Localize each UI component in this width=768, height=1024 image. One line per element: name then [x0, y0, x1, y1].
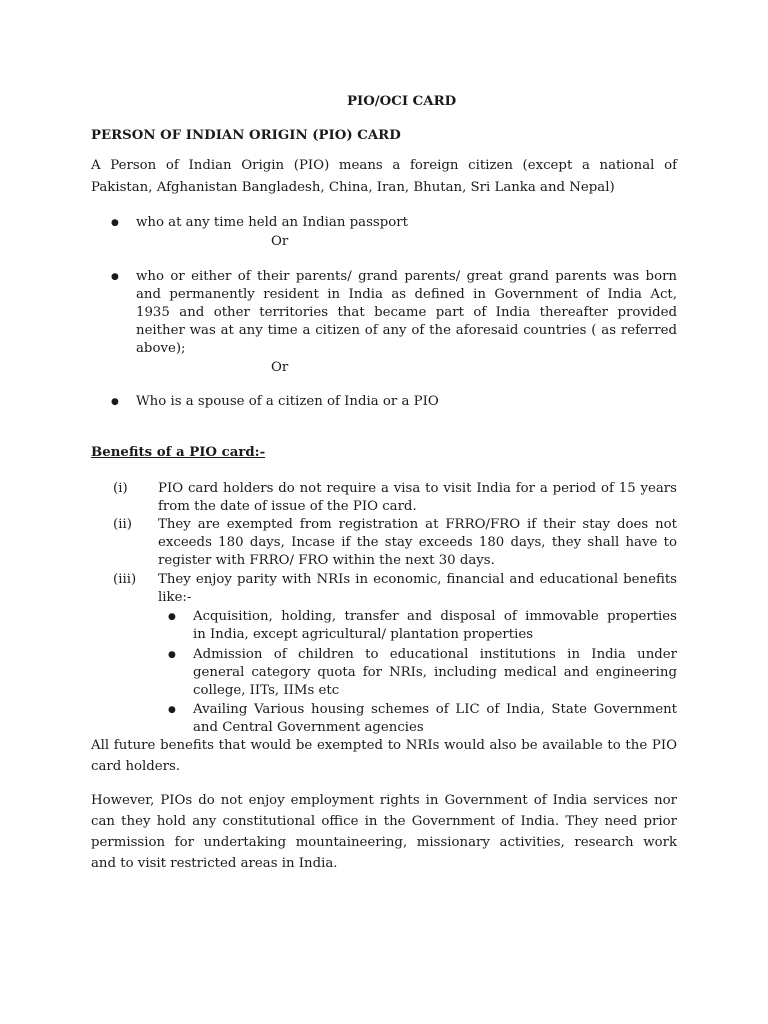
- sub-benefit-line: Availing Various housing schemes of LIC of India, State Government: [193, 702, 677, 717]
- criteria-line: 1935 and other territories that became part of India thereafter provided: [136, 305, 677, 320]
- bullet-icon: ●: [111, 397, 119, 407]
- restrictions-paragraph: [91, 792, 677, 876]
- sub-benefit-item: [193, 701, 677, 737]
- benefit-line: They enjoy parity with NRIs in economic, financial and educational benefits: [158, 572, 677, 587]
- criteria-line: and permanently resident in India as defined in Government of India Act,: [136, 287, 677, 302]
- benefit-item: [158, 480, 677, 516]
- bullet-icon: ●: [168, 705, 176, 715]
- document-title: PIO/OCI CARD: [347, 94, 457, 109]
- sub-benefit-item: [193, 646, 677, 700]
- benefit-line: PIO card holders do not require a visa to visit India for a period of 15 years: [158, 481, 677, 496]
- benefit-line: exceeds 180 days, Incase if the stay exceeds 180 days, they shall have to: [158, 535, 677, 550]
- bullet-icon: ●: [168, 650, 176, 660]
- section-heading: PERSON OF INDIAN ORIGIN (PIO) CARD: [91, 128, 401, 143]
- paragraph-line: However, PIOs do not enjoy employment rights in Government of India services nor: [91, 793, 677, 808]
- paragraph-line: card holders.: [91, 759, 181, 774]
- intro-line: A Person of Indian Origin (PIO) means a foreign citizen (except a national of: [91, 158, 677, 173]
- benefit-line: They are exempted from registration at FRRO/FRO if their stay does not: [158, 517, 677, 532]
- benefits-heading: Benefits of a PIO card:-: [91, 445, 266, 460]
- paragraph-line: can they hold any constitutional office in the Government of India. They need prior: [91, 814, 677, 829]
- paragraph-line: permission for undertaking mountaineering, missionary activities, research work: [91, 835, 677, 850]
- sub-benefit-line: and Central Government agencies: [193, 720, 424, 735]
- benefit-number: (iii): [113, 572, 137, 587]
- criteria-line: who or either of their parents/ grand parents/ great grand parents was born: [136, 269, 677, 284]
- benefit-number: (i): [113, 481, 128, 496]
- sub-benefit-line: in India, except agricultural/ plantation properties: [193, 627, 534, 642]
- intro-paragraph: [91, 157, 677, 197]
- benefit-line: like:-: [158, 590, 192, 605]
- sub-benefit-item: [193, 608, 677, 644]
- bullet-icon: ●: [168, 612, 176, 622]
- paragraph-line: All future benefits that would be exempted to NRIs would also be available to the PIO: [91, 738, 677, 753]
- or-connector: Or: [271, 234, 289, 249]
- criteria-line: neither was at any time a citizen of any of the aforesaid countries ( as referred: [136, 323, 677, 338]
- benefit-item: [158, 516, 677, 570]
- sub-benefit-line: college, IITs, IIMs etc: [193, 683, 340, 698]
- criteria-item: [136, 268, 677, 360]
- benefit-number: (ii): [113, 517, 132, 532]
- sub-benefit-line: general category quota for NRIs, including medical and engineering: [193, 665, 677, 680]
- intro-line: Pakistan, Afghanistan Bangladesh, China, Iran, Bhutan, Sri Lanka and Nepal): [91, 180, 615, 195]
- benefit-line: from the date of issue of the PIO card.: [158, 499, 417, 514]
- sub-benefit-line: Admission of children to educational institutions in India under: [193, 647, 677, 662]
- future-benefits-paragraph: [91, 737, 677, 777]
- criteria-line: Who is a spouse of a citizen of India or a PIO: [136, 394, 439, 409]
- criteria-line: who at any time held an Indian passport: [136, 215, 408, 230]
- criteria-line: above);: [136, 341, 186, 356]
- paragraph-line: and to visit restricted areas in India.: [91, 856, 338, 871]
- sub-benefit-line: Acquisition, holding, transfer and disposal of immovable properties: [193, 609, 677, 624]
- benefit-item: [158, 571, 677, 607]
- benefit-line: register with FRRO/ FRO within the next 30 days.: [158, 553, 495, 568]
- bullet-icon: ●: [111, 218, 119, 228]
- bullet-icon: ●: [111, 272, 119, 282]
- or-connector: Or: [271, 360, 289, 375]
